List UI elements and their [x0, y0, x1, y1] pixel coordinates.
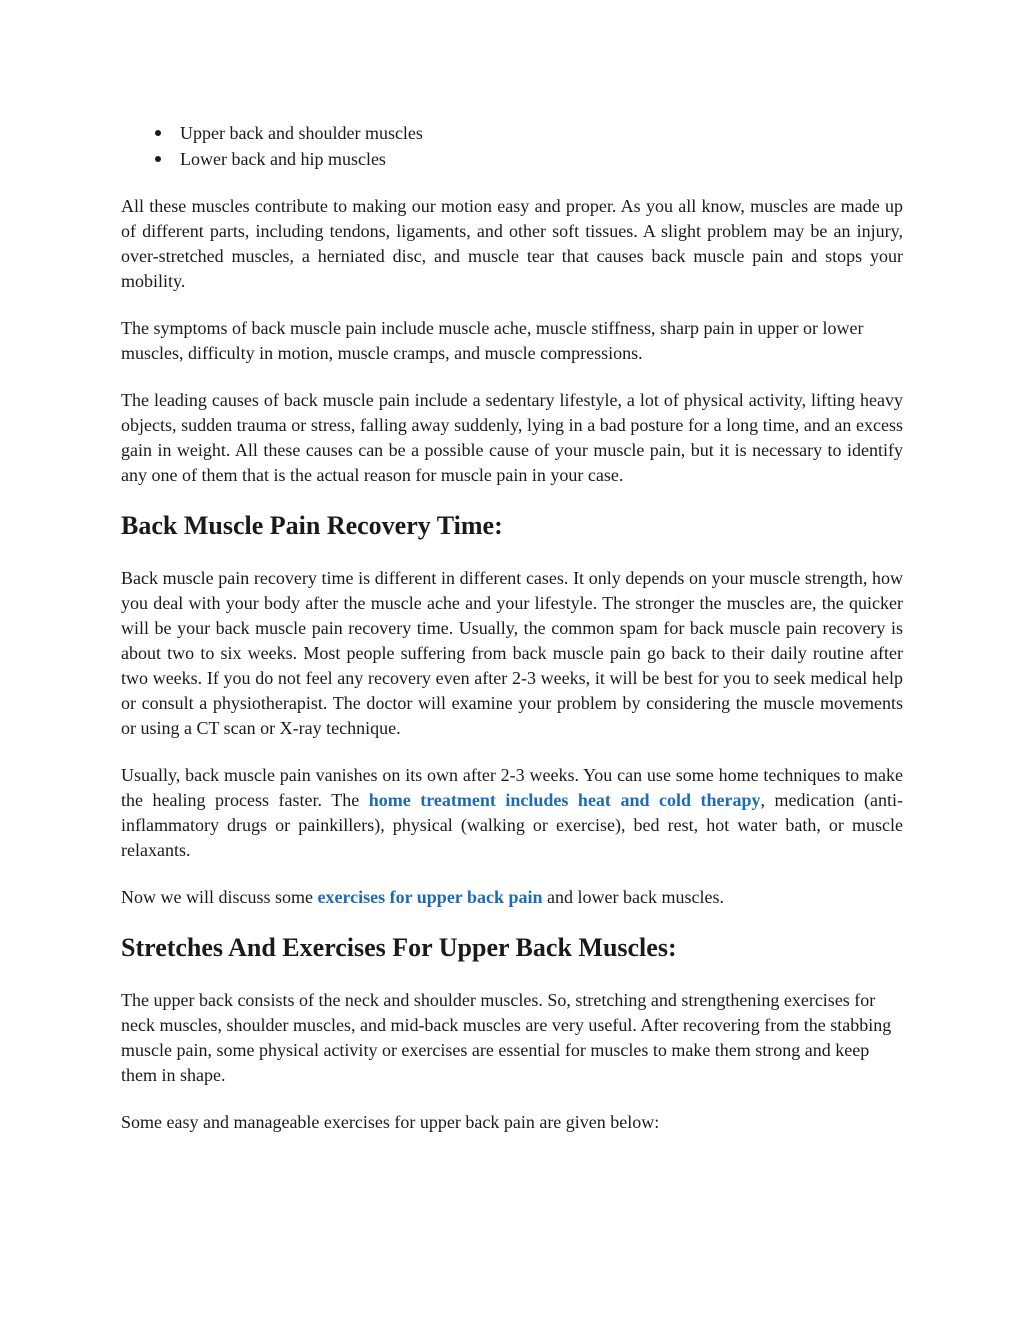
paragraph-causes: The leading causes of back muscle pain include a sedentary lifestyle, a lot of physical activity, lifting heavy objects, sudden trauma or stress, falling away suddenly, lying in a bad posture for a long time, and an excess gain in weight. All these causes can be a possible cause of your muscle pain, but it is necessary to identify any one of them that is the actual reason for muscle pain in your case. — [121, 390, 903, 485]
paragraph-text: Usually, back muscle pain vanishes on its own after 2-3 weeks. You can use some home techniques to make the healing process faster. The — [121, 765, 903, 810]
paragraph-exercises-list-intro: Some easy and manageable exercises for upper back pain are given below: — [121, 1112, 660, 1132]
bullet-icon — [155, 130, 161, 136]
paragraph-upper-back: The upper back consists of the neck and shoulder muscles. So, stretching and strengthening exercises for neck muscles, shoulder muscles, and mid-back muscles are very useful. After recovering from the stabbing muscle pain, some physical activity or exercises are essential for muscles to make them strong and keep them in shape. — [121, 990, 892, 1085]
list-item — [121, 146, 903, 172]
list-item — [121, 120, 903, 146]
paragraph-muscles-intro: All these muscles contribute to making our motion easy and proper. As you all know, muscles are made up of different parts, including tendons, ligaments, and other soft tissues. A slight problem may be an injury, over-stretched muscles, a herniated disc, and muscle tear that causes back muscle pain and stops your mobility. — [121, 196, 903, 291]
paragraph-exercises-intro — [121, 885, 903, 910]
paragraph-text: , medication (anti-inflammatory drugs or painkillers), physical (walking or exercise), bed rest, hot water bath, or muscle relaxants. — [121, 790, 904, 860]
paragraph-symptoms: The symptoms of back muscle pain include muscle ache, muscle stiffness, sharp pain in upper or lower muscles, difficulty in motion, muscle cramps, and muscle compressions. — [121, 318, 864, 363]
home-treatment-link[interactable]: home treatment includes heat and cold therapy — [368, 790, 761, 810]
list-item-text: Lower back and hip muscles — [180, 149, 386, 169]
document-page — [121, 120, 903, 1157]
bullet-icon — [155, 156, 161, 162]
upper-back-exercises-link[interactable]: exercises for upper back pain — [317, 887, 543, 907]
muscle-group-list — [121, 120, 903, 172]
heading-recovery-time: Back Muscle Pain Recovery Time: — [121, 511, 503, 540]
paragraph-recovery-time: Back muscle pain recovery time is different in different cases. It only depends on your muscle strength, how you deal with your body after the muscle ache and your lifestyle. The stronger the muscles are, the quicker will be your back muscle pain recovery time. Usually, the common spam for back muscle pain recovery is about two to six weeks. Most people suffering from back muscle pain go back to their daily routine after two weeks. If you do not feel any recovery even after 2-3 weeks, it will be best for you to seek medical help or consult a physiotherapist. The doctor will examine your problem by considering the muscle movements or using a CT scan or X-ray technique. — [121, 568, 903, 738]
list-item-text: Upper back and shoulder muscles — [180, 123, 423, 143]
paragraph-home-treatment — [121, 763, 903, 863]
paragraph-text: and lower back muscles. — [542, 887, 724, 907]
paragraph-text: Now we will discuss some — [121, 887, 318, 907]
heading-upper-back-exercises: Stretches And Exercises For Upper Back Muscles: — [121, 933, 677, 962]
